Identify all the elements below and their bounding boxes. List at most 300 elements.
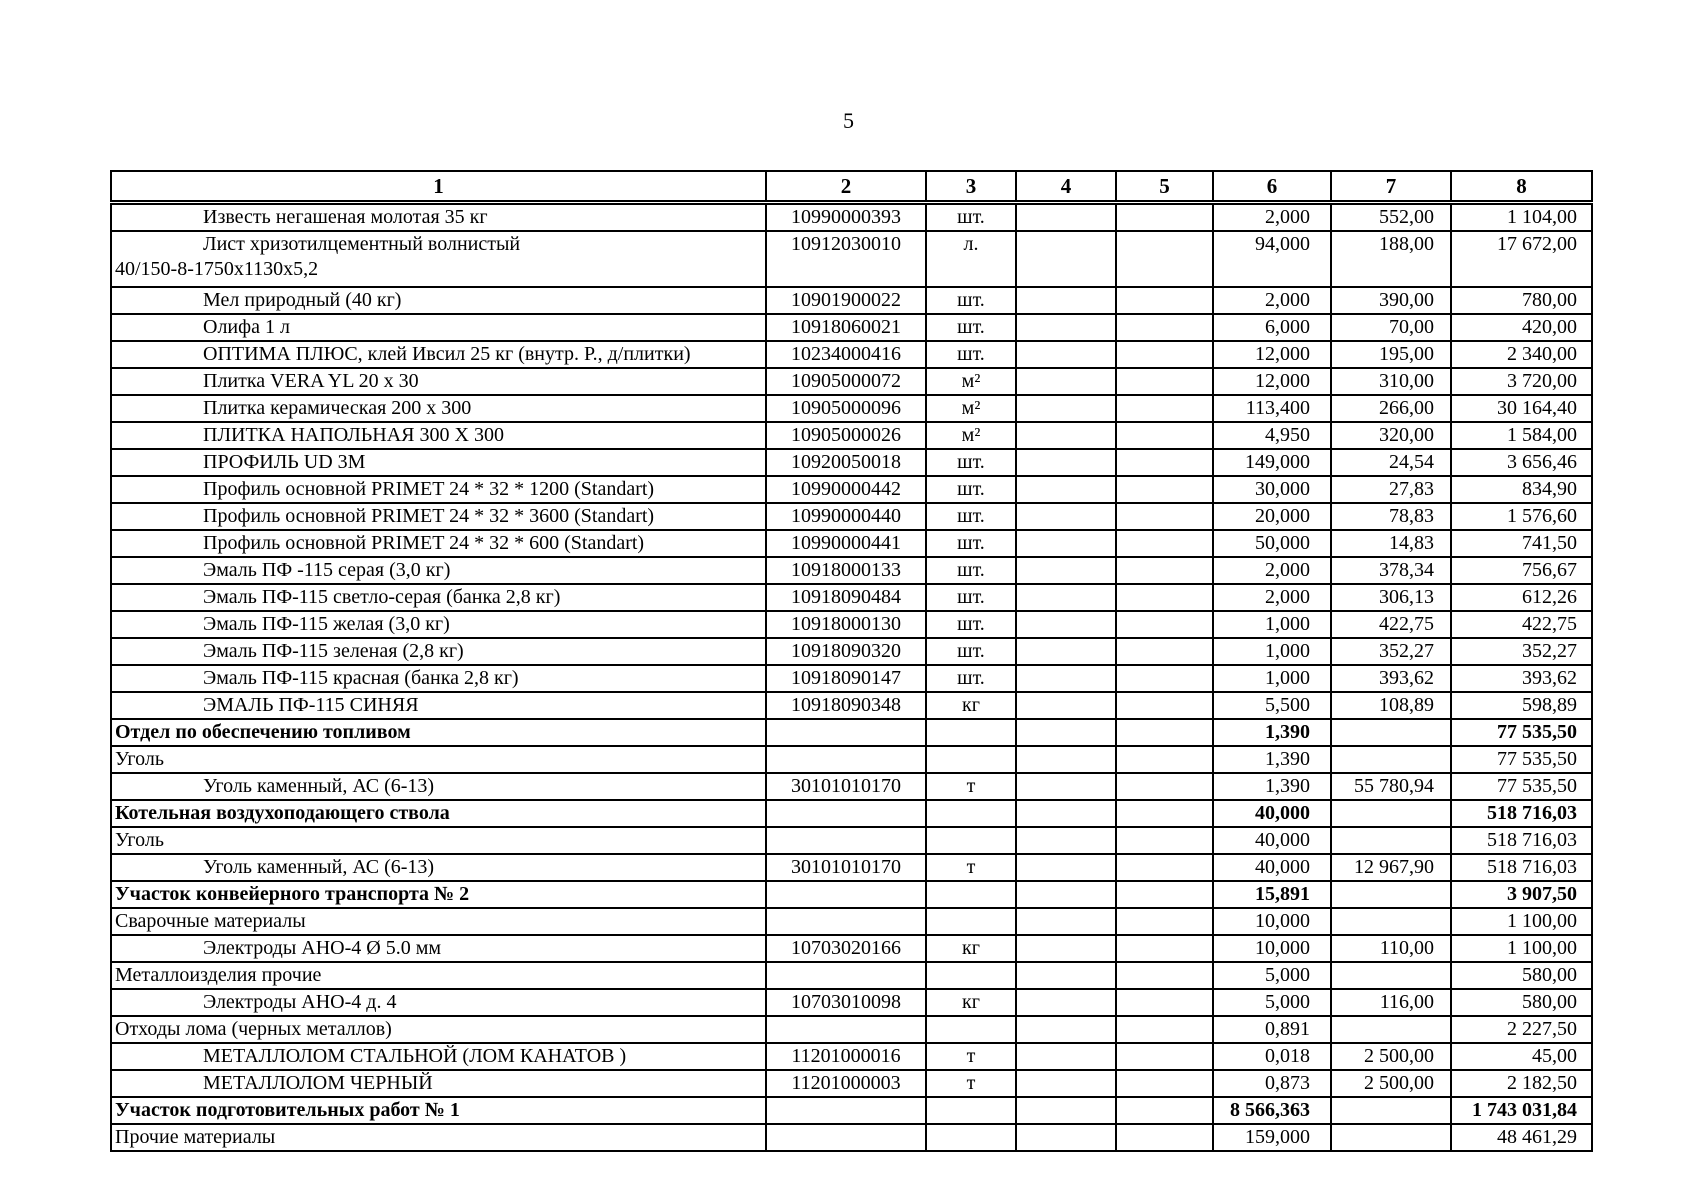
quantity-cell: 2,000 [1213, 203, 1331, 232]
price-cell: 110,00 [1331, 935, 1451, 962]
code-cell: 10990000442 [766, 476, 926, 503]
price-cell [1331, 962, 1451, 989]
sum-cell: 2 182,50 [1451, 1070, 1592, 1097]
unit-cell: шт. [926, 341, 1016, 368]
empty-cell [1116, 584, 1213, 611]
unit-cell: т [926, 1043, 1016, 1070]
quantity-cell: 94,000 [1213, 231, 1331, 287]
sum-cell: 1 743 031,84 [1451, 1097, 1592, 1124]
quantity-cell: 40,000 [1213, 827, 1331, 854]
code-cell: 10990000393 [766, 203, 926, 232]
table-row [111, 1043, 1592, 1070]
price-cell: 55 780,94 [1331, 773, 1451, 800]
empty-cell [1016, 395, 1116, 422]
empty-cell [1116, 665, 1213, 692]
quantity-cell: 2,000 [1213, 287, 1331, 314]
empty-cell [1016, 341, 1116, 368]
table-row [111, 908, 1592, 935]
sum-cell: 422,75 [1451, 611, 1592, 638]
table-row [111, 1016, 1592, 1043]
code-cell: 10703010098 [766, 989, 926, 1016]
code-cell: 10918090348 [766, 692, 926, 719]
empty-cell [1016, 287, 1116, 314]
empty-cell [1016, 1070, 1116, 1097]
table-row [111, 530, 1592, 557]
column-header: 6 [1213, 171, 1331, 203]
price-cell: 14,83 [1331, 530, 1451, 557]
unit-cell [926, 962, 1016, 989]
quantity-cell: 5,000 [1213, 989, 1331, 1016]
empty-cell [1016, 584, 1116, 611]
material-name-cell: Уголь каменный, АС (6-13) [111, 854, 766, 881]
unit-cell: шт. [926, 449, 1016, 476]
code-cell: 10918060021 [766, 314, 926, 341]
empty-cell [1116, 719, 1213, 746]
price-cell [1331, 908, 1451, 935]
code-cell: 10918090484 [766, 584, 926, 611]
quantity-cell: 8 566,363 [1213, 1097, 1331, 1124]
sum-cell: 834,90 [1451, 476, 1592, 503]
quantity-cell: 10,000 [1213, 935, 1331, 962]
empty-cell [1016, 503, 1116, 530]
empty-cell [1016, 719, 1116, 746]
empty-cell [1116, 800, 1213, 827]
quantity-cell: 0,873 [1213, 1070, 1331, 1097]
material-name-cell: Уголь [111, 746, 766, 773]
price-cell [1331, 1016, 1451, 1043]
table-row [111, 476, 1592, 503]
price-cell: 116,00 [1331, 989, 1451, 1016]
empty-cell [1116, 1070, 1213, 1097]
empty-cell [1016, 557, 1116, 584]
code-cell: 30101010170 [766, 773, 926, 800]
sum-cell: 780,00 [1451, 287, 1592, 314]
quantity-cell: 1,390 [1213, 746, 1331, 773]
empty-cell [1016, 530, 1116, 557]
material-name-cell: Участок подготовительных работ № 1 [111, 1097, 766, 1124]
code-cell [766, 1016, 926, 1043]
sum-cell: 48 461,29 [1451, 1124, 1592, 1151]
table-row [111, 1070, 1592, 1097]
quantity-cell: 15,891 [1213, 881, 1331, 908]
empty-cell [1116, 989, 1213, 1016]
code-cell: 10901900022 [766, 287, 926, 314]
table-row [111, 827, 1592, 854]
sum-cell: 352,27 [1451, 638, 1592, 665]
column-header: 1 [111, 171, 766, 203]
unit-cell [926, 908, 1016, 935]
unit-cell: т [926, 773, 1016, 800]
unit-cell: шт. [926, 665, 1016, 692]
unit-cell: шт. [926, 203, 1016, 232]
quantity-cell: 0,891 [1213, 1016, 1331, 1043]
column-header: 5 [1116, 171, 1213, 203]
code-cell: 10990000440 [766, 503, 926, 530]
sum-cell: 741,50 [1451, 530, 1592, 557]
price-cell: 70,00 [1331, 314, 1451, 341]
price-cell: 188,00 [1331, 231, 1451, 287]
empty-cell [1016, 773, 1116, 800]
code-cell: 10918000133 [766, 557, 926, 584]
material-name-cell: Электроды АНО-4 Ø 5.0 мм [111, 935, 766, 962]
quantity-cell: 5,500 [1213, 692, 1331, 719]
price-cell [1331, 827, 1451, 854]
code-cell: 10920050018 [766, 449, 926, 476]
empty-cell [1016, 368, 1116, 395]
code-cell: 10918090320 [766, 638, 926, 665]
column-header: 4 [1016, 171, 1116, 203]
quantity-cell: 1,000 [1213, 665, 1331, 692]
unit-cell [926, 719, 1016, 746]
table-row [111, 1124, 1592, 1151]
material-name-cell: Сварочные материалы [111, 908, 766, 935]
unit-cell: кг [926, 989, 1016, 1016]
price-cell: 195,00 [1331, 341, 1451, 368]
table-row [111, 719, 1592, 746]
empty-cell [1016, 746, 1116, 773]
page-number: 5 [843, 108, 854, 133]
price-cell: 422,75 [1331, 611, 1451, 638]
price-cell: 2 500,00 [1331, 1043, 1451, 1070]
price-cell [1331, 719, 1451, 746]
table-row [111, 341, 1592, 368]
empty-cell [1116, 746, 1213, 773]
quantity-cell: 159,000 [1213, 1124, 1331, 1151]
empty-cell [1016, 476, 1116, 503]
code-cell: 10905000096 [766, 395, 926, 422]
sum-cell: 17 672,00 [1451, 231, 1592, 287]
empty-cell [1016, 231, 1116, 287]
sum-cell: 3 907,50 [1451, 881, 1592, 908]
unit-cell: шт. [926, 503, 1016, 530]
code-cell: 10918000130 [766, 611, 926, 638]
table-row [111, 854, 1592, 881]
quantity-cell: 0,018 [1213, 1043, 1331, 1070]
quantity-cell: 20,000 [1213, 503, 1331, 530]
empty-cell [1016, 800, 1116, 827]
price-cell: 390,00 [1331, 287, 1451, 314]
table-row [111, 314, 1592, 341]
code-cell [766, 827, 926, 854]
price-cell: 352,27 [1331, 638, 1451, 665]
material-name-cell: ОПТИМА ПЛЮС, клей Ивсил 25 кг (внутр. Р., д/плитки) [111, 341, 766, 368]
material-name-cell: МЕТАЛЛОЛОМ СТАЛЬНОЙ (ЛОМ КАНАТОВ ) [111, 1043, 766, 1070]
table-row [111, 557, 1592, 584]
table-row [111, 935, 1592, 962]
price-cell: 266,00 [1331, 395, 1451, 422]
column-header: 7 [1331, 171, 1451, 203]
empty-cell [1116, 231, 1213, 287]
empty-cell [1116, 1097, 1213, 1124]
code-cell: 11201000016 [766, 1043, 926, 1070]
quantity-cell: 1,390 [1213, 773, 1331, 800]
price-cell: 27,83 [1331, 476, 1451, 503]
materials-table [110, 170, 1593, 1152]
material-name-cell: Эмаль ПФ-115 желая (3,0 кг) [111, 611, 766, 638]
empty-cell [1116, 638, 1213, 665]
code-cell [766, 746, 926, 773]
empty-cell [1016, 854, 1116, 881]
code-cell: 10234000416 [766, 341, 926, 368]
unit-cell: шт. [926, 638, 1016, 665]
sum-cell: 1 104,00 [1451, 203, 1592, 232]
quantity-cell: 1,000 [1213, 638, 1331, 665]
material-name-cell: ПРОФИЛЬ UD 3М [111, 449, 766, 476]
header-row [111, 171, 1592, 203]
code-cell [766, 908, 926, 935]
empty-cell [1016, 881, 1116, 908]
empty-cell [1116, 1124, 1213, 1151]
sum-cell: 580,00 [1451, 962, 1592, 989]
empty-cell [1116, 1016, 1213, 1043]
sum-cell: 1 584,00 [1451, 422, 1592, 449]
code-cell [766, 962, 926, 989]
quantity-cell: 5,000 [1213, 962, 1331, 989]
unit-cell: шт. [926, 611, 1016, 638]
sum-cell: 77 535,50 [1451, 719, 1592, 746]
sum-cell: 2 227,50 [1451, 1016, 1592, 1043]
table-row [111, 746, 1592, 773]
empty-cell [1116, 827, 1213, 854]
unit-cell: шт. [926, 584, 1016, 611]
unit-cell: шт. [926, 530, 1016, 557]
sum-cell: 420,00 [1451, 314, 1592, 341]
code-cell [766, 719, 926, 746]
sum-cell: 3 656,46 [1451, 449, 1592, 476]
sum-cell: 1 576,60 [1451, 503, 1592, 530]
table-row [111, 449, 1592, 476]
code-cell: 11201000003 [766, 1070, 926, 1097]
table-row [111, 611, 1592, 638]
material-name-cell: Эмаль ПФ -115 серая (3,0 кг) [111, 557, 766, 584]
sum-cell: 3 720,00 [1451, 368, 1592, 395]
quantity-cell: 149,000 [1213, 449, 1331, 476]
table-header [111, 171, 1592, 203]
material-name-cell: Известь негашеная молотая 35 кг [111, 203, 766, 232]
sum-cell: 580,00 [1451, 989, 1592, 1016]
price-cell [1331, 800, 1451, 827]
table-row [111, 962, 1592, 989]
material-name-cell: МЕТАЛЛОЛОМ ЧЕРНЫЙ [111, 1070, 766, 1097]
quantity-cell: 1,000 [1213, 611, 1331, 638]
material-name-cell: Олифа 1 л [111, 314, 766, 341]
table-row [111, 203, 1592, 232]
table-row [111, 881, 1592, 908]
price-cell: 393,62 [1331, 665, 1451, 692]
quantity-cell: 113,400 [1213, 395, 1331, 422]
empty-cell [1016, 611, 1116, 638]
material-name-cell: Плитка керамическая 200 х 300 [111, 395, 766, 422]
empty-cell [1016, 962, 1116, 989]
price-cell: 24,54 [1331, 449, 1451, 476]
sum-cell: 77 535,50 [1451, 746, 1592, 773]
price-cell: 306,13 [1331, 584, 1451, 611]
empty-cell [1116, 908, 1213, 935]
table-row [111, 584, 1592, 611]
column-header: 8 [1451, 171, 1592, 203]
empty-cell [1116, 503, 1213, 530]
material-name-cell: Мел природный (40 кг) [111, 287, 766, 314]
code-cell [766, 800, 926, 827]
material-name-cell: Плитка VERA YL 20 х 30 [111, 368, 766, 395]
quantity-cell: 12,000 [1213, 368, 1331, 395]
code-cell: 10905000026 [766, 422, 926, 449]
material-name-cell: Эмаль ПФ-115 красная (банка 2,8 кг) [111, 665, 766, 692]
empty-cell [1016, 935, 1116, 962]
table-row [111, 773, 1592, 800]
material-name-cell: Эмаль ПФ-115 зеленая (2,8 кг) [111, 638, 766, 665]
empty-cell [1116, 692, 1213, 719]
sum-cell: 2 340,00 [1451, 341, 1592, 368]
quantity-cell: 2,000 [1213, 557, 1331, 584]
unit-cell [926, 881, 1016, 908]
empty-cell [1016, 665, 1116, 692]
table-row [111, 1097, 1592, 1124]
sum-cell: 1 100,00 [1451, 908, 1592, 935]
empty-cell [1116, 557, 1213, 584]
table-row [111, 665, 1592, 692]
table-row [111, 800, 1592, 827]
sum-cell: 77 535,50 [1451, 773, 1592, 800]
material-name-cell: Участок конвейерного транспорта № 2 [111, 881, 766, 908]
unit-cell: м² [926, 395, 1016, 422]
empty-cell [1116, 530, 1213, 557]
material-name-cell: Отходы лома (черных металлов) [111, 1016, 766, 1043]
empty-cell [1016, 827, 1116, 854]
material-name-cell: Лист хризотилцементный волнистый 40/150-8-1750х1130х5,2 [111, 231, 766, 287]
table-row [111, 692, 1592, 719]
quantity-cell: 6,000 [1213, 314, 1331, 341]
table-row [111, 422, 1592, 449]
empty-cell [1116, 1043, 1213, 1070]
sum-cell: 45,00 [1451, 1043, 1592, 1070]
empty-cell [1116, 203, 1213, 232]
quantity-cell: 30,000 [1213, 476, 1331, 503]
empty-cell [1116, 314, 1213, 341]
empty-cell [1116, 449, 1213, 476]
empty-cell [1016, 908, 1116, 935]
sum-cell: 1 100,00 [1451, 935, 1592, 962]
price-cell [1331, 1124, 1451, 1151]
empty-cell [1016, 638, 1116, 665]
unit-cell [926, 1124, 1016, 1151]
unit-cell [926, 1097, 1016, 1124]
unit-cell: шт. [926, 287, 1016, 314]
material-name-cell: ЭМАЛЬ ПФ-115 СИНЯЯ [111, 692, 766, 719]
quantity-cell: 4,950 [1213, 422, 1331, 449]
empty-cell [1116, 935, 1213, 962]
empty-cell [1016, 314, 1116, 341]
sum-cell: 612,26 [1451, 584, 1592, 611]
empty-cell [1116, 341, 1213, 368]
empty-cell [1116, 287, 1213, 314]
material-name-cell: Эмаль ПФ-115 светло-серая (банка 2,8 кг) [111, 584, 766, 611]
quantity-cell: 1,390 [1213, 719, 1331, 746]
table-row [111, 503, 1592, 530]
price-cell [1331, 746, 1451, 773]
empty-cell [1016, 1124, 1116, 1151]
material-name-cell: Отдел по обеспечению топливом [111, 719, 766, 746]
table-row [111, 368, 1592, 395]
table-body [111, 203, 1592, 1152]
code-cell: 10703020166 [766, 935, 926, 962]
sum-cell: 756,67 [1451, 557, 1592, 584]
material-name-cell: Профиль основной PRIMET 24 * 32 * 3600 (Standart) [111, 503, 766, 530]
unit-cell: т [926, 1070, 1016, 1097]
empty-cell [1116, 611, 1213, 638]
sum-cell: 30 164,40 [1451, 395, 1592, 422]
empty-cell [1116, 422, 1213, 449]
code-cell: 30101010170 [766, 854, 926, 881]
table-row [111, 395, 1592, 422]
sum-cell: 393,62 [1451, 665, 1592, 692]
quantity-cell: 10,000 [1213, 908, 1331, 935]
price-cell: 320,00 [1331, 422, 1451, 449]
empty-cell [1016, 692, 1116, 719]
material-name-cell: Уголь [111, 827, 766, 854]
material-name-cell: Электроды АНО-4 д. 4 [111, 989, 766, 1016]
unit-cell [926, 746, 1016, 773]
code-cell: 10918090147 [766, 665, 926, 692]
material-name-cell: Металлоизделия прочие [111, 962, 766, 989]
code-cell [766, 1124, 926, 1151]
price-cell: 378,34 [1331, 557, 1451, 584]
unit-cell: м² [926, 422, 1016, 449]
price-cell: 2 500,00 [1331, 1070, 1451, 1097]
empty-cell [1016, 989, 1116, 1016]
column-header: 2 [766, 171, 926, 203]
quantity-cell: 50,000 [1213, 530, 1331, 557]
empty-cell [1116, 854, 1213, 881]
price-cell: 552,00 [1331, 203, 1451, 232]
material-name-cell: Профиль основной PRIMET 24 * 32 * 600 (Standart) [111, 530, 766, 557]
empty-cell [1016, 1043, 1116, 1070]
sum-cell: 518 716,03 [1451, 800, 1592, 827]
material-name-cell: Профиль основной PRIMET 24 * 32 * 1200 (Standart) [111, 476, 766, 503]
table-row [111, 287, 1592, 314]
unit-cell: шт. [926, 476, 1016, 503]
unit-cell [926, 800, 1016, 827]
sum-cell: 518 716,03 [1451, 827, 1592, 854]
empty-cell [1016, 449, 1116, 476]
material-name-cell: Уголь каменный, АС (6-13) [111, 773, 766, 800]
unit-cell [926, 1016, 1016, 1043]
sum-cell: 598,89 [1451, 692, 1592, 719]
unit-cell: шт. [926, 314, 1016, 341]
code-cell: 10990000441 [766, 530, 926, 557]
code-cell [766, 881, 926, 908]
quantity-cell: 40,000 [1213, 800, 1331, 827]
material-name-cell: Прочие материалы [111, 1124, 766, 1151]
price-cell [1331, 881, 1451, 908]
price-cell: 12 967,90 [1331, 854, 1451, 881]
unit-cell: шт. [926, 557, 1016, 584]
code-cell: 10912030010 [766, 231, 926, 287]
code-cell: 10905000072 [766, 368, 926, 395]
material-name-cell: Котельная воздухоподающего ствола [111, 800, 766, 827]
empty-cell [1116, 881, 1213, 908]
sum-cell: 518 716,03 [1451, 854, 1592, 881]
table-row [111, 638, 1592, 665]
empty-cell [1116, 476, 1213, 503]
code-cell [766, 1097, 926, 1124]
price-cell [1331, 1097, 1451, 1124]
table-row [111, 989, 1592, 1016]
material-name-cell: ПЛИТКА НАПОЛЬНАЯ 300 Х 300 [111, 422, 766, 449]
price-cell: 78,83 [1331, 503, 1451, 530]
unit-cell: кг [926, 692, 1016, 719]
empty-cell [1016, 1016, 1116, 1043]
